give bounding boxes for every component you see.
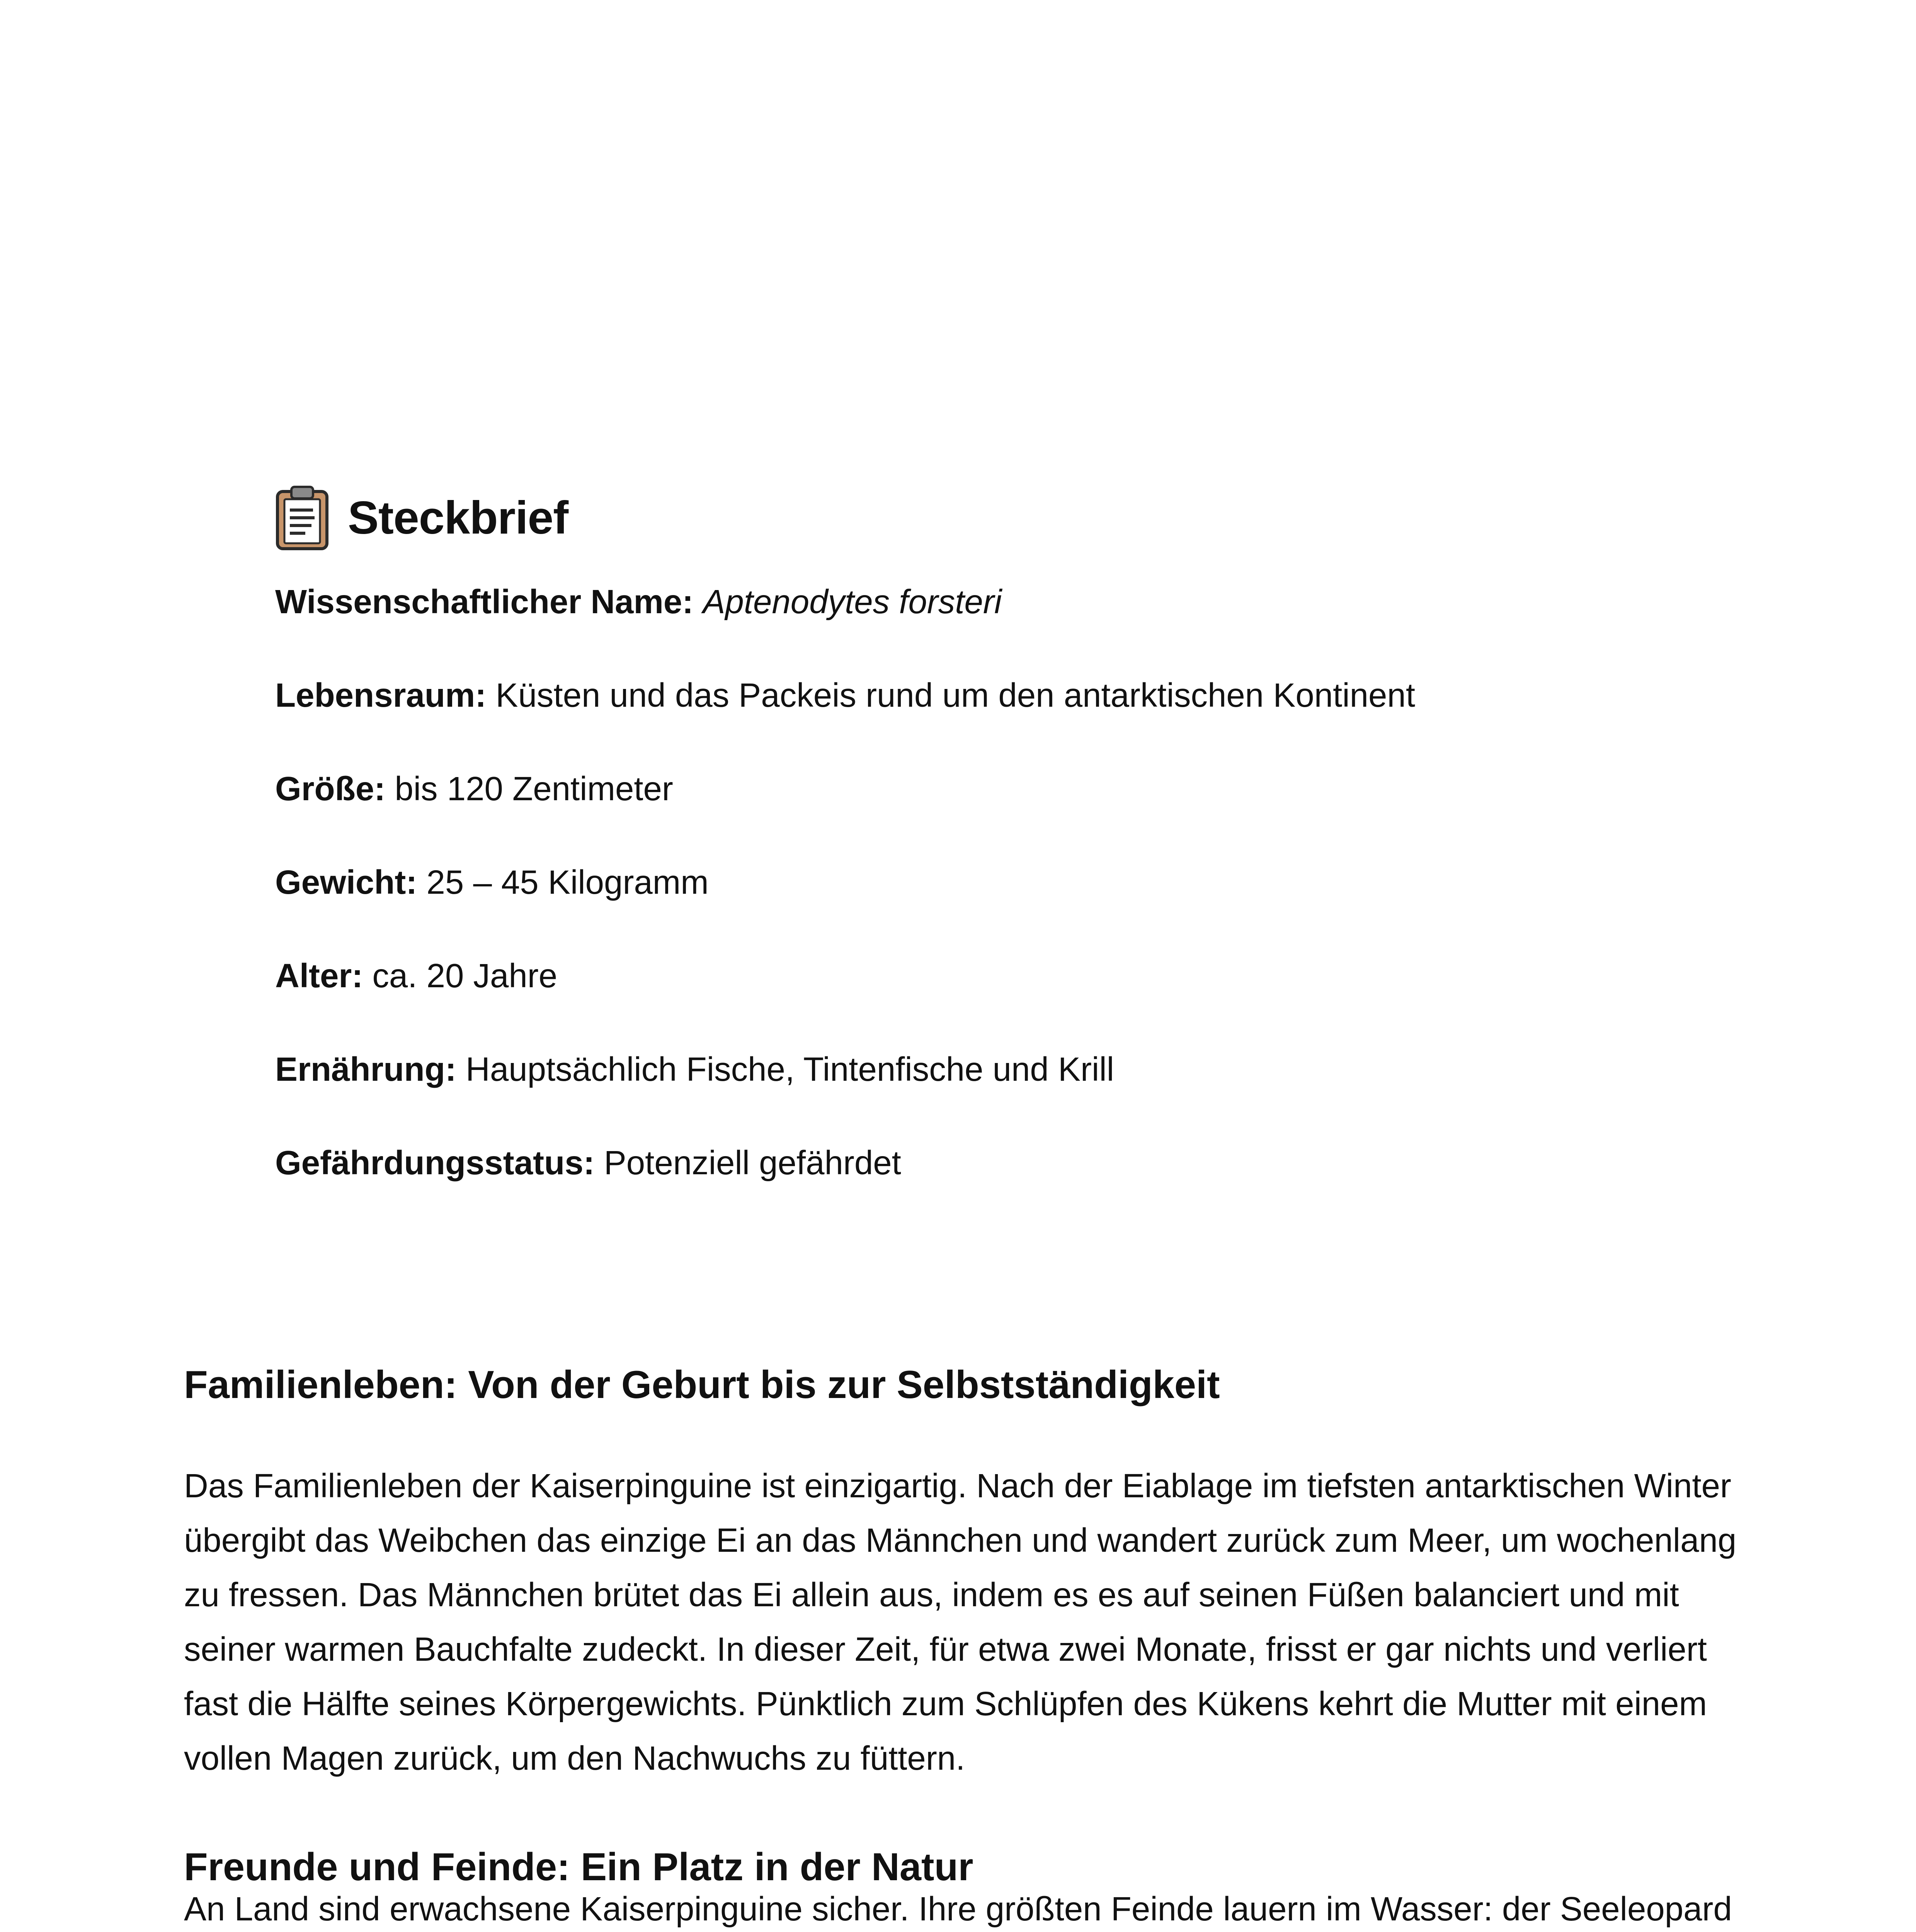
steckbrief-row-habitat [275, 668, 1705, 723]
row-value: Hauptsächlich Fische, Tintenfische und Krill [466, 1051, 1114, 1088]
steckbrief-row-conservation-status [275, 1136, 1705, 1190]
row-label: Wissenschaftlicher Name: [275, 583, 694, 621]
steckbrief-row-weight [275, 855, 1705, 910]
row-value: Aptenodytes forsteri [703, 583, 1002, 621]
steckbrief-title: Steckbrief [348, 492, 568, 544]
section-heading-friends-enemies: Freunde und Feinde: Ein Platz in der Natur [184, 1845, 973, 1889]
row-value: Küsten und das Packeis rund um den antarktischen Kontinent [495, 677, 1415, 714]
steckbrief-row-diet [275, 1043, 1705, 1097]
section-paragraph-friends-enemies: An Land sind erwachsene Kaiserpinguine sicher. Ihre größten Feinde lauern im Wasser: der Seeleopard [184, 1890, 1732, 1928]
steckbrief-row-size [275, 762, 1705, 816]
row-value: Potenziell gefährdet [604, 1144, 901, 1182]
row-label: Ernährung: [275, 1051, 456, 1088]
row-label: Alter: [275, 957, 363, 995]
steckbrief-card [275, 479, 1705, 1190]
row-value: ca. 20 Jahre [372, 957, 558, 995]
row-label: Lebensraum: [275, 677, 487, 714]
steckbrief-header [275, 479, 1705, 556]
clipboard-icon [275, 485, 329, 551]
row-value: 25 – 45 Kilogramm [426, 864, 709, 901]
row-label: Gefährdungsstatus: [275, 1144, 595, 1182]
row-value: bis 120 Zentimeter [395, 770, 673, 808]
row-label: Größe: [275, 770, 386, 808]
section-paragraph-family-life: Das Familienleben der Kaiserpinguine ist einzigartig. Nach der Eiablage im tiefsten antarktischen Winter übergibt das Weibchen das einzige Ei an das Männchen und wandert zurück zum Meer, um wochenlang zu fressen. Das Männchen brütet das Ei allein aus, indem es es auf seinen Füßen balanciert und mit seiner warmen Bauchfalte zudeckt. In dieser Zeit, für etwa zwei Monate, frisst er gar nichts und verliert fast die Hälfte seines Körpergewichts. Pünktlich zum Schlüpfen des Kükens kehrt die Mutter mit einem vollen Magen zurück, um den Nachwuchs zu füttern. [184, 1467, 1737, 1777]
steckbrief-row-scientific-name [275, 575, 1705, 629]
section-heading-family-life: Familienleben: Von der Geburt bis zur Selbstständigkeit [184, 1363, 1220, 1406]
steckbrief-row-age [275, 949, 1705, 1003]
steckbrief-list [275, 575, 1705, 1190]
row-label: Gewicht: [275, 864, 417, 901]
